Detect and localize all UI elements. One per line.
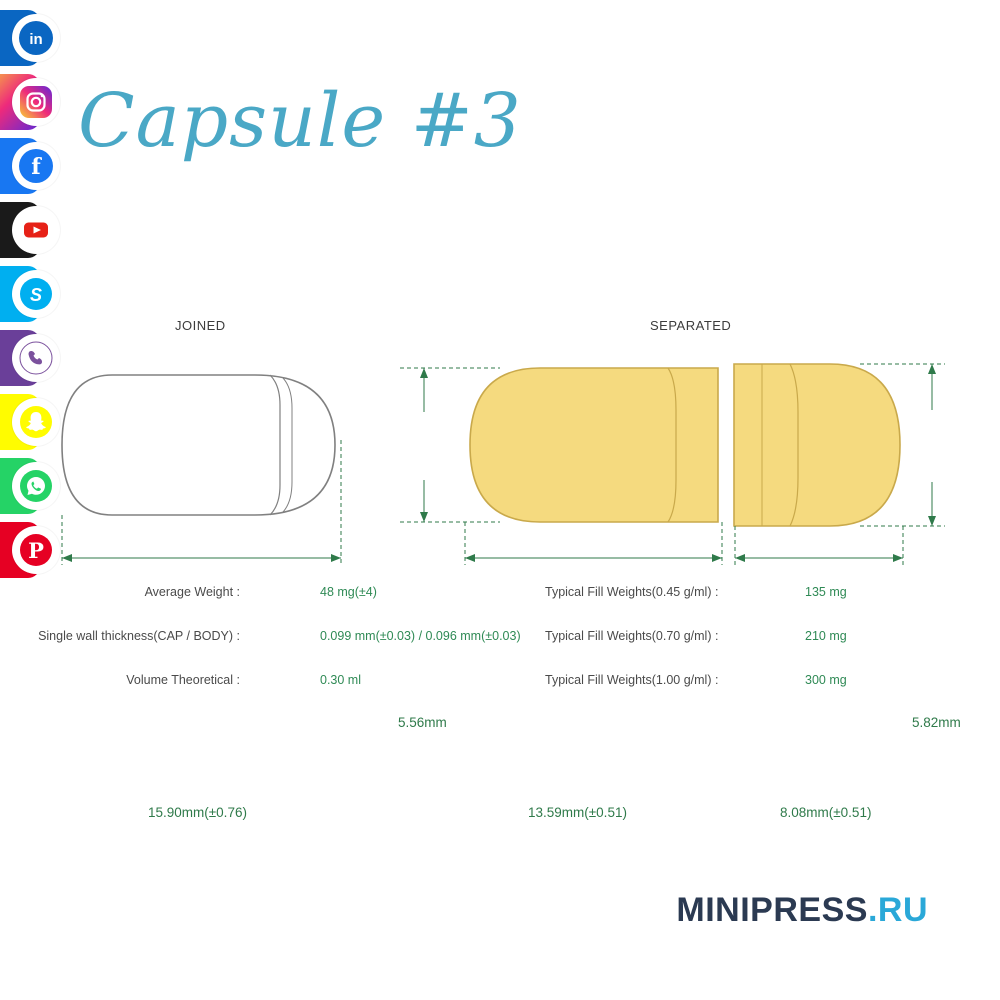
- spec-label-volume: Volume Theoretical :: [126, 673, 240, 687]
- spec-label-wall-thickness: Single wall thickness(CAP / BODY) :: [38, 629, 240, 643]
- spec-value-wall-thickness: 0.099 mm(±0.03) / 0.096 mm(±0.03): [320, 629, 521, 643]
- social-link-viber[interactable]: [0, 330, 68, 389]
- body-length-value: 13.59mm(±0.51): [528, 805, 627, 820]
- capsule-spec-table: [0, 570, 1000, 702]
- social-link-skype[interactable]: [0, 266, 68, 325]
- spec-label-average-weight: Average Weight :: [144, 585, 240, 599]
- svg-text:P: P: [28, 538, 44, 563]
- social-link-youtube[interactable]: [0, 202, 68, 261]
- pinterest-icon: [12, 526, 60, 574]
- social-link-snapchat[interactable]: [0, 394, 68, 453]
- cap-length-value: 8.08mm(±0.51): [780, 805, 872, 820]
- body-diameter-value: 5.56mm: [398, 715, 447, 730]
- svg-text:S: S: [29, 285, 43, 305]
- joined-length-value: 15.90mm(±0.76): [148, 805, 247, 820]
- social-link-instagram[interactable]: [0, 74, 68, 133]
- skype-icon: [12, 270, 60, 318]
- spec-value-fill-045: 135 mg: [805, 585, 847, 599]
- social-link-facebook[interactable]: [0, 138, 68, 197]
- separated-label: SEPARATED: [650, 318, 732, 333]
- spec-label-fill-100: Typical Fill Weights(1.00 g/ml) :: [545, 673, 719, 687]
- instagram-icon: [12, 78, 60, 126]
- spec-value-average-weight: 48 mg(±4): [320, 585, 377, 599]
- page-title: Capsule #3: [78, 78, 522, 164]
- separated-body-shape: [470, 368, 718, 522]
- social-link-linkedin[interactable]: [0, 10, 68, 69]
- joined-label: JOINED: [175, 318, 226, 333]
- table-row: [0, 570, 1000, 614]
- svg-text:f: f: [31, 154, 41, 180]
- youtube-icon: [12, 206, 60, 254]
- spec-value-volume: 0.30 ml: [320, 673, 361, 687]
- spec-label-fill-045: Typical Fill Weights(0.45 g/ml) :: [545, 585, 719, 599]
- facebook-icon: [12, 142, 60, 190]
- table-row: [0, 614, 1000, 658]
- cap-length-dimension: [735, 526, 903, 565]
- social-link-whatsapp[interactable]: [0, 458, 68, 517]
- watermark-brand: MINIPRESS: [676, 891, 868, 929]
- body-length-dimension: [465, 522, 722, 565]
- viber-icon: [12, 334, 60, 382]
- spec-value-fill-100: 300 mg: [805, 673, 847, 687]
- joined-capsule-outline: [62, 375, 335, 515]
- table-row: [0, 658, 1000, 702]
- svg-text:in: in: [29, 31, 43, 48]
- watermark-tld: .RU: [867, 891, 928, 929]
- linkedin-icon: [12, 14, 60, 62]
- social-share-rail: [0, 10, 70, 581]
- separated-cap-shape: [734, 364, 900, 526]
- spec-label-fill-070: Typical Fill Weights(0.70 g/ml) :: [545, 629, 719, 643]
- whatsapp-icon: [12, 462, 60, 510]
- social-link-pinterest[interactable]: [0, 522, 68, 581]
- site-watermark: [676, 891, 928, 930]
- cap-diameter-value: 5.82mm: [912, 715, 961, 730]
- snapchat-icon: [12, 398, 60, 446]
- spec-value-fill-070: 210 mg: [805, 629, 847, 643]
